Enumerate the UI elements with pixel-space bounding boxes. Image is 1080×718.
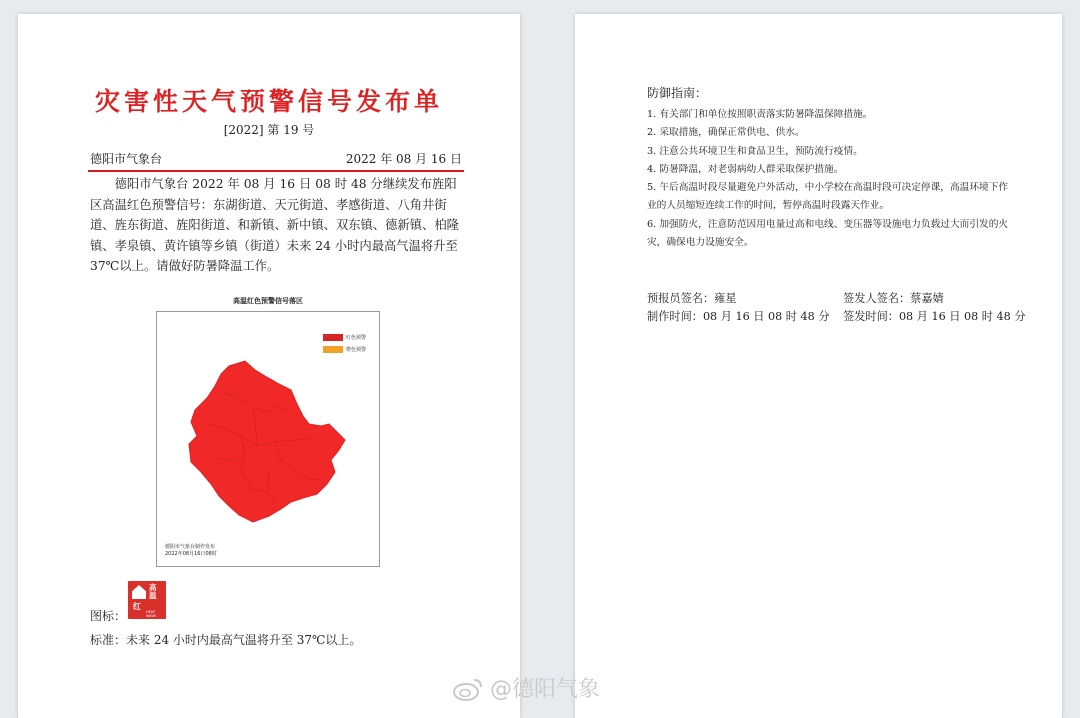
heat-icon-title-glyph: 高温 [149, 583, 157, 600]
guide-item: 1. 有关部门和单位按照职责落实防暑降温保障措施。 [647, 109, 873, 120]
guide-item: 6. 加强防火，注意防范因用电量过高和电线、变压器等设施电力负载过大而引发的火灾，确保电力设施安全。 [647, 218, 1009, 249]
map-title: 高温红色预警信号落区 [233, 297, 303, 305]
map-credit [165, 544, 217, 558]
issuer-name: 德阳市气象台 [90, 152, 163, 166]
legend-label-red: 红色预警 [346, 335, 367, 341]
document-title: 灾害性天气预警信号发布单 [94, 87, 443, 116]
guide-item: 3. 注意公共环境卫生和食品卫生，预防流行疫情。 [647, 145, 863, 157]
warning-standard: 标准：未来 24 小时内最高气温将升至 37℃以上。 [90, 633, 362, 647]
warning-body-text: 德阳市气象台 2022 年 08 月 16 日 08 时 48 分继续发布旌阳区高温红色预警信号：东湖街道、天元街道、孝感街道、八角井街道、旌东街道、旌阳街道、和新镇、新中镇、双东镇、德新镇、柏隆镇、孝泉镇、黄许镇等乡镇（街道）未来 24 小时内最高气温将升至 37℃以上。请做好防暑降温工作。 [90, 177, 459, 274]
district-shape [189, 361, 345, 522]
house-icon [132, 585, 146, 599]
heat-warning-icon [128, 581, 166, 619]
legend-item-orange [323, 346, 373, 355]
forecaster-signature: 预报员签名：雍星 [647, 292, 737, 305]
right-document-page [575, 14, 1062, 718]
legend-item-red [323, 334, 373, 343]
defense-guide-list [647, 106, 1009, 252]
guide-item: 2. 采取措施，确保正常供电、供水。 [647, 127, 805, 139]
document-number: [2022] 第 19 号 [223, 123, 315, 137]
map-credit-line1: 德阳市气象台制作发布 [165, 544, 216, 550]
signer-signature: 签发人签名：蔡嘉婧 [843, 292, 944, 305]
guide-item: 5. 午后高温时段尽量避免户外活动，中小学校在高温时段可决定停课，高温环境下作业的人员缩短连续工作的时间，暂停高温时段露天作业。 [647, 182, 1009, 212]
heat-icon-caption: HEAT WAVE [146, 610, 157, 618]
map-credit-line2: 2022年08月16日08时 [165, 551, 217, 557]
legend-label-orange: 橙色预警 [346, 347, 367, 353]
weibo-watermark [452, 673, 662, 707]
warning-area-map [156, 311, 380, 567]
defense-guide-title: 防御指南： [647, 86, 708, 100]
header-red-rule [88, 170, 464, 172]
heat-icon-color-glyph: 红 [133, 602, 141, 611]
watermark-text: @德阳气象 [490, 677, 601, 702]
guide-item: 4. 防暑降温，对老弱病幼人群采取保护措施。 [647, 163, 844, 175]
left-document-page [18, 14, 520, 718]
icon-label: 图标： [90, 609, 127, 623]
issue-time: 签发时间：08 月 16 日 08 时 48 分 [843, 310, 1026, 323]
weibo-icon [452, 676, 484, 702]
made-time: 制作时间：08 月 16 日 08 时 48 分 [647, 310, 830, 323]
legend-swatch-orange [323, 346, 343, 353]
issue-date: 2022 年 08 月 16 日 [345, 152, 462, 166]
legend-swatch-red [323, 334, 343, 341]
